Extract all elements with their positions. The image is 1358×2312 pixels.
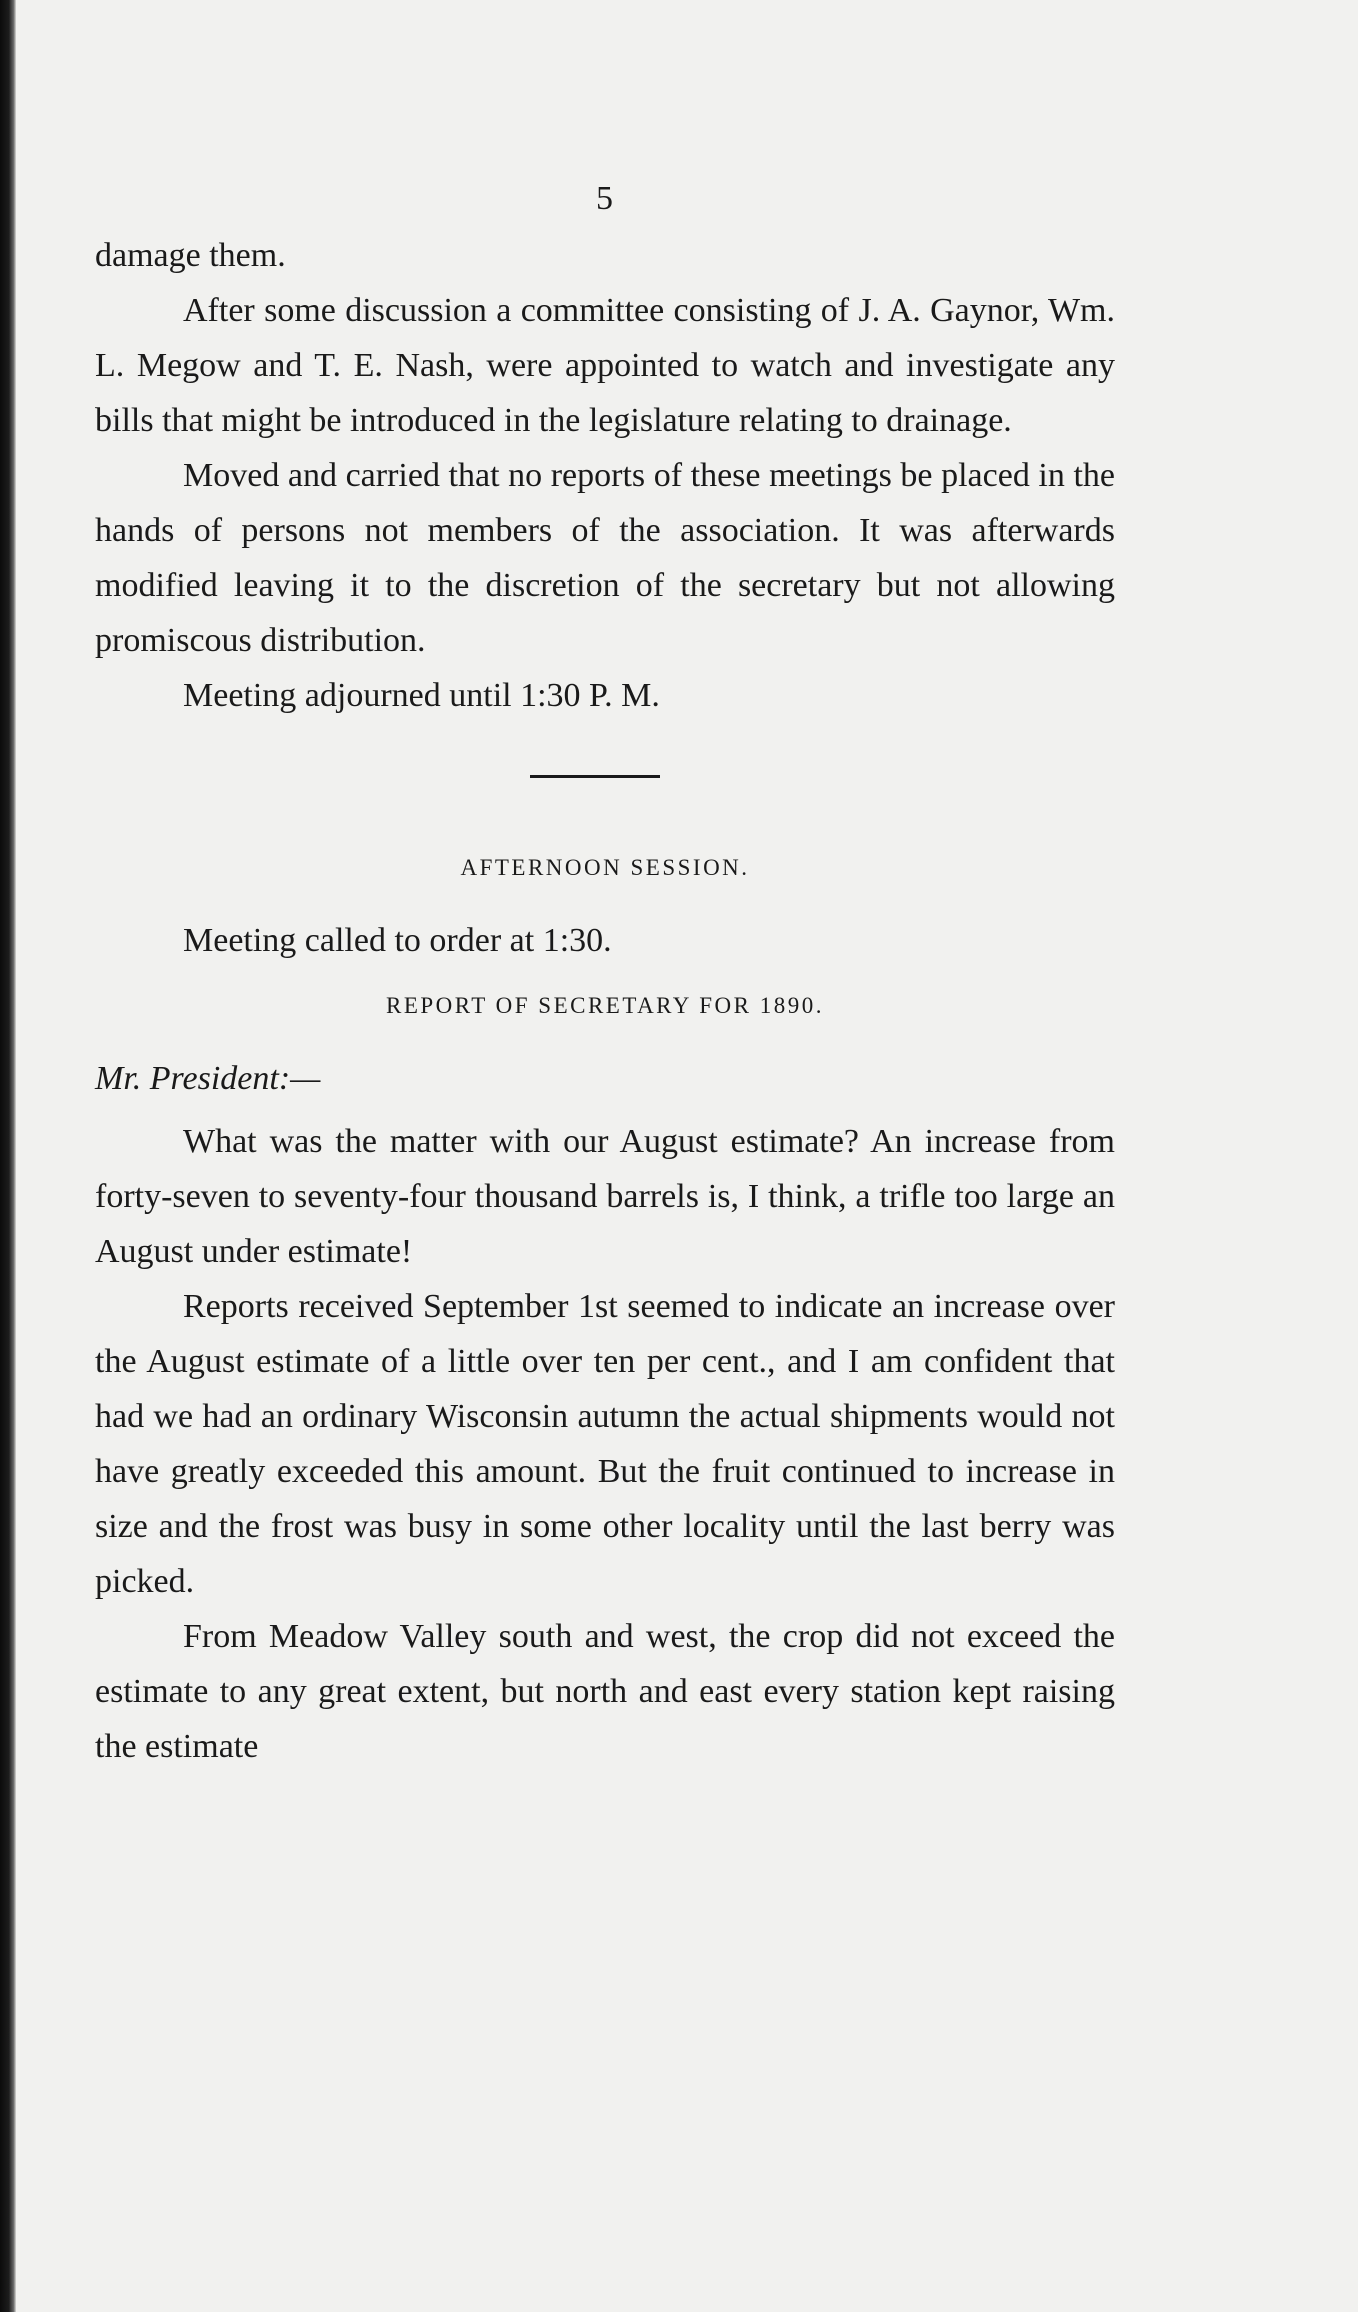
paragraph-meadow-valley: From Meadow Valley south and west, the crop did not exceed the estimate to any great extent, but north and east every station kept raising the estimate [95, 1618, 1115, 1765]
paragraph-called-to-order: Meeting called to order at 1:30. [183, 922, 612, 959]
paragraph-committee: After some discussion a committee consisting of J. A. Gaynor, Wm. L. Megow and T. E. Nash, were appointed to watch and investigate any bills that might be introduced in the legislature relating to drainage. [95, 292, 1115, 439]
paragraph-september-reports: Reports received September 1st seemed to indicate an increase over the August estimate of a little over ten per cent., and I am confident that had we had an ordinary Wisconsin autumn the actual shipments would not have greatly exceeded this amount. But the fruit continued to increase in size and the frost was busy in some other locality until the last berry was picked. [95, 1288, 1115, 1600]
paragraph-august-estimate: What was the matter with our August estimate? An increase from forty-seven to seventy-four thousand barrels is, I think, a trifle too large an August under estimate! [95, 1123, 1115, 1270]
scan-binding-edge [0, 0, 16, 2312]
secretary-report-heading: REPORT OF SECRETARY FOR 1890. [386, 993, 824, 1018]
salutation: Mr. President:— [95, 1060, 321, 1097]
horizontal-rule [530, 775, 660, 778]
paragraph-adjourned: Meeting adjourned until 1:30 P. M. [183, 677, 660, 714]
afternoon-session-heading: AFTERNOON SESSION. [460, 855, 750, 880]
document-page [95, 170, 1115, 2290]
section-divider [95, 723, 1115, 833]
page-number: 5 [596, 180, 614, 217]
paragraph-continuation: damage them. [95, 237, 286, 274]
paragraph-reports-motion: Moved and carried that no reports of these meetings be placed in the hands of persons not members of the association. It was afterwards modified leaving it to the discretion of the secretary but not allowing promiscous distribution. [95, 457, 1115, 659]
